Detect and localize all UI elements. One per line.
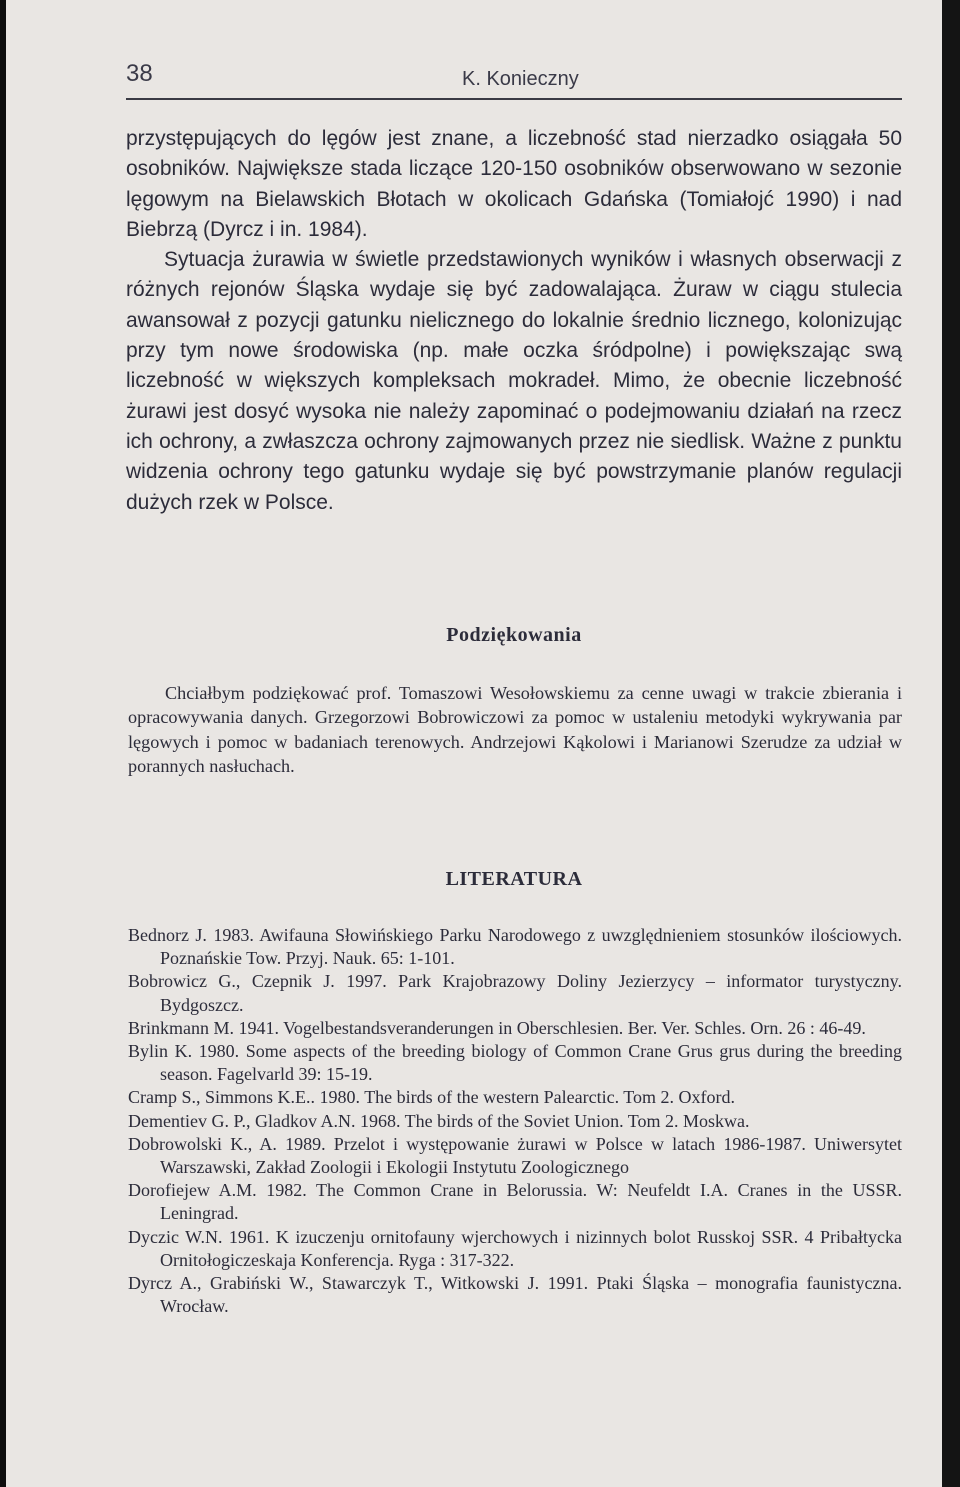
paragraph-conclusion: Sytuacja żurawia w świetle przedstawionych wyników i własnych obserwacji z różnych rejonów Śląska wydaje się być zadowalająca. Żuraw w ciągu stulecia awansował z pozycji gatunku nielicznego do lokalnie średnio licznego, kolonizując przy tym nowe środowiska (np. małe oczka śródpolne) i powiększając swą liczebność w większych kompleksach mokradeł. Mimo, że obecnie liczebność żurawi jest dosyć wysoka nie należy zapominać o podejmowaniu działań na rzecz ich ochrony, a zwłaszcza ochrony zajmowanych przez nie siedlisk. Ważne z punktu widzenia ochrony tego gatunku wydaje się być powstrzymanie planów regulacji dużych rzek w Polsce. xyxy=(126,248,902,514)
reference-list xyxy=(128,924,902,1318)
reference-item: Dementiev G. P., Gladkov A.N. 1968. The birds of the Soviet Union. Tom 2. Moskwa. xyxy=(128,1110,750,1131)
reference-item: Brinkmann M. 1941. Vogelbestandsveranderungen in Oberschlesien. Ber. Ver. Schles. Orn. 26 : 46-49. xyxy=(128,1017,866,1038)
page-number: 38 xyxy=(126,60,153,87)
reference-item: Bylin K. 1980. Some aspects of the breeding biology of Common Crane Grus grus during the breeding season. Fagelvarld 39: 15-19. xyxy=(128,1041,902,1085)
literature-heading: LITERATURA xyxy=(445,868,583,890)
acknowledgements-text: Chciałbym podziękować prof. Tomaszowi Wesołowskiemu za cenne uwagi w trakcie zbierania i opracowywania danych. Grzegorzowi Bobrowiczowi za pomoc w ustaleniu metodyki wykrywania par lęgowych i pomoc w badaniach terenowych. Andrzejowi Kąkolowi i Marianowi Szerudze za udział w porannych nasłuchach. xyxy=(128,683,902,776)
main-text xyxy=(126,124,902,518)
reference-item: Bobrowicz G., Czepnik J. 1997. Park Krajobrazowy Doliny Jezierzycy – informator turystyczny. Bydgoszcz. xyxy=(128,971,902,1015)
paragraph-continued: przystępujących do lęgów jest znane, a liczebność stad nierzadko osiągała 50 osobników. Największe stada liczące 120-150 osobników obserwowano w sezonie lęgowym na Bielawskich Błotach w okolicach Gdańska (Tomiałojć 1990) i nad Biebrzą (Dyrcz i in. 1984). xyxy=(126,127,902,241)
running-header xyxy=(126,56,902,100)
reference-item: Cramp S., Simmons K.E.. 1980. The birds of the western Palearctic. Tom 2. Oxford. xyxy=(128,1087,735,1108)
journal-page xyxy=(6,0,942,1487)
reference-item: Bednorz J. 1983. Awifauna Słowińskiego Parku Narodowego z uwzględnieniem stosunków ilościowych. Poznańskie Tow. Przyj. Nauk. 65: 1-101. xyxy=(128,925,902,969)
reference-item: Dobrowolski K., A. 1989. Przelot i występowanie żurawi w Polsce w latach 1986-1987. Uniwersytet Warszawski, Zakład Zoologii i Ekologii Instytutu Zoologicznego xyxy=(128,1133,902,1178)
reference-item: Dorofiejew A.M. 1982. The Common Crane in Belorussia. W: Neufeldt I.A. Cranes in the USSR. Leningrad. xyxy=(128,1180,902,1224)
reference-item: Dyrcz A., Grabiński W., Stawarczyk T., Witkowski J. 1991. Ptaki Śląska – monografia faunistyczna. Wrocław. xyxy=(128,1273,902,1317)
scan-edge-shadow xyxy=(942,0,960,1487)
acknowledgements-heading: Podziękowania xyxy=(446,624,582,646)
running-header-author: K. Konieczny xyxy=(462,68,579,90)
reference-item: Dyczic W.N. 1961. K izuczenju ornitofauny wjerchowych i nizinnych bolot Russkoj SSR. 4 Pribałtycka Ornitołogiczeskaja Konferencja. Ryga : 317-322. xyxy=(128,1226,902,1270)
